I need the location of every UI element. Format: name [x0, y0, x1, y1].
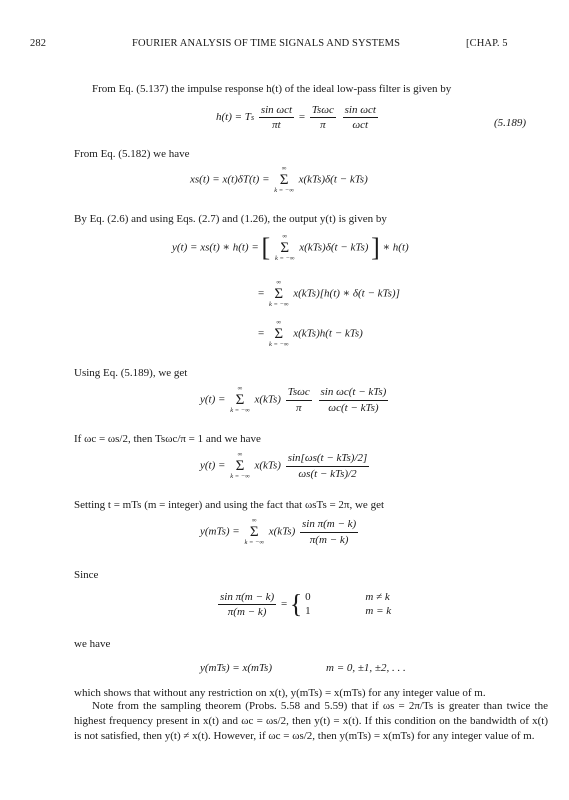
sum-lower-limit: k = −∞: [268, 300, 289, 308]
equals-sign: =: [280, 597, 288, 610]
sigma-symbol: Σ: [235, 391, 245, 408]
running-title: FOURIER ANALYSIS OF TIME SIGNALS AND SYSTEMS: [132, 38, 401, 49]
eq-y6-den: π(m − k): [309, 533, 349, 546]
eq-final-lhs: y(mTs) = x(mTs): [200, 662, 273, 674]
eq-h-frac2: [310, 104, 336, 131]
eq-y4-den2: ωc(t − kTs): [328, 401, 379, 414]
case-conditions: [365, 590, 391, 619]
equation-y-line3: [258, 320, 363, 348]
eq-h-lhs: h(t) = T: [216, 111, 251, 124]
equation-final-range: m = 0, ±1, ±2, . . .: [326, 662, 406, 674]
eq-cases-den: π(m − k): [227, 605, 267, 618]
summation-y4: [230, 386, 250, 414]
sum-lower-limit: k = −∞: [268, 340, 289, 348]
eq-cases-num: sin π(m − k): [218, 591, 276, 605]
sigma-symbol: Σ: [280, 239, 290, 256]
paragraph-6: Setting t = mTs (m = integer) and using the fact that ωsTs = 2π, we get: [74, 499, 385, 511]
equation-5-189: h(t) = Ts $\frac{\text{sin ωct}}{\pi t}$ = $\frac{\text{Tsωc}}{\pi}$ $\frac{\text{sin ωct}}{\text{ωct}}$: [216, 104, 376, 132]
sigma-symbol: Σ: [235, 457, 245, 474]
paragraph-1: From Eq. (5.137) the impulse response h(t) of the ideal low-pass filter is given by: [92, 83, 452, 95]
eq-y6-frac: [300, 518, 358, 545]
eq-h-den2: π: [320, 119, 326, 132]
case-values: [305, 590, 311, 619]
eq-y4-mid: x(kTs): [254, 393, 281, 406]
eq-h-den3: ωct: [352, 119, 369, 132]
right-bracket: ]: [371, 233, 380, 262]
case-condition-1: m ≠ k: [365, 591, 390, 603]
left-brace: {: [289, 589, 303, 619]
eq-h-equals: =: [298, 111, 306, 124]
eq-y4-lhs: y(t) =: [200, 393, 226, 406]
summation-xs: [274, 166, 294, 194]
eq-y4-num1: Tsωc: [286, 386, 312, 400]
equation-y-line1: [172, 234, 409, 262]
eq-y1-lhs: y(t) = xs(t) ∗ h(t) =: [172, 241, 259, 254]
eq-y6-mid: x(kTs): [268, 525, 296, 538]
equation-y-line4: [200, 386, 390, 414]
eq-xs-rhs: x(kTs)δ(t − kTs): [298, 173, 368, 186]
eq-cases-frac: [218, 591, 276, 618]
sum-lower-limit: k = −∞: [244, 538, 265, 546]
equation-y-line2: [258, 280, 400, 308]
eq-y4-frac1: [286, 386, 312, 413]
sum-upper-limit: ∞: [281, 165, 287, 172]
eq-h-num3: sin ωct: [343, 104, 378, 118]
summation-y6: [244, 518, 264, 546]
summation-y2: [269, 280, 289, 308]
sum-upper-limit: ∞: [282, 233, 288, 240]
sum-lower-limit: k = −∞: [274, 254, 295, 262]
eq-y1-inner: x(kTs)δ(t − kTs): [299, 241, 369, 254]
eq-y2-rhs: x(kTs)[h(t) ∗ δ(t − kTs)]: [293, 287, 400, 300]
sum-upper-limit: ∞: [276, 319, 282, 326]
eq-y5-lhs: y(t) =: [200, 459, 226, 472]
paragraph-3: By Eq. (2.6) and using Eqs. (2.7) and (1.26), the output y(t) is given by: [74, 213, 387, 225]
eq-y4-frac2: [319, 386, 389, 413]
sigma-symbol: Σ: [274, 285, 284, 302]
sigma-symbol: Σ: [249, 523, 259, 540]
eq-y3-rhs: x(kTs)h(t − kTs): [293, 327, 363, 340]
eq-y5-den: ωs(t − kTs)/2: [298, 467, 357, 480]
sum-lower-limit: k = −∞: [274, 186, 294, 194]
eq-y5-num: sin[ωs(t − kTs)/2]: [286, 452, 370, 466]
sum-upper-limit: ∞: [251, 517, 257, 524]
equation-xs: [190, 166, 368, 194]
equals-sign: =: [258, 287, 265, 300]
equation-cases: [216, 590, 391, 619]
equation-y-line5: [200, 452, 371, 480]
sigma-symbol: Σ: [274, 325, 284, 342]
case-value-1: 0: [305, 591, 311, 603]
summation-y3: [269, 320, 289, 348]
page-number: 282: [30, 38, 47, 49]
paragraph-10: Note from the sampling theorem (Probs. 5.58 and 5.59) that if ωs = 2π/Ts is greater than twice the highest frequency present in x(t) and ωc = ωs/2, then y(t) = x(t). If this condition on the bandwidth of x(t) is not satisfied, then y(t) ≠ x(t). However, if ωc = ωs/2, then y(mTs) = x(mTs) for any integer value of m.: [74, 700, 548, 742]
paragraph-8: we have: [74, 638, 111, 650]
paragraph-2: From Eq. (5.182) we have: [74, 148, 190, 160]
eq-h-den1: πt: [272, 119, 281, 132]
summation-y5: [230, 452, 250, 480]
case-value-2: 1: [305, 605, 311, 618]
eq-y4-num2: sin ωc(t − kTs): [319, 386, 389, 400]
sum-upper-limit: ∞: [276, 279, 282, 286]
summation-y1: [275, 234, 295, 262]
equation-number-5-189: (5.189): [494, 117, 527, 129]
sum-upper-limit: ∞: [237, 385, 243, 392]
eq-y5-frac: [286, 452, 370, 479]
sum-lower-limit: k = −∞: [230, 406, 250, 414]
paragraph-9: which shows that without any restriction on x(t), y(mTs) = x(mTs) for any integer value of m.: [74, 687, 486, 699]
case-condition-2: m = k: [365, 605, 392, 618]
eq-xs-lhs: xs(t) = x(t)δT(t) =: [190, 173, 270, 186]
eq-y1-tail: ∗ h(t): [382, 241, 409, 254]
eq-y6-lhs: y(mTs) =: [200, 525, 240, 538]
eq-y6-num: sin π(m − k): [300, 518, 358, 532]
equation-final: [200, 662, 272, 674]
paragraph-5: If ωc = ωs/2, then Tsωc/π = 1 and we have: [74, 433, 261, 445]
sigma-symbol: Σ: [279, 171, 289, 188]
sum-lower-limit: k = −∞: [230, 472, 250, 480]
eq-h-frac1: [259, 104, 294, 131]
paragraph-7: Since: [74, 569, 99, 581]
paragraph-4: Using Eq. (5.189), we get: [74, 367, 188, 379]
equals-sign: =: [258, 327, 265, 340]
sum-upper-limit: ∞: [237, 451, 243, 458]
eq-y5-mid: x(kTs): [254, 459, 281, 472]
eq-h-frac3: [343, 104, 378, 131]
left-bracket: [: [261, 233, 271, 262]
eq-y4-den1: π: [295, 401, 302, 414]
chapter-label: [CHAP. 5: [466, 38, 508, 49]
eq-h-num2: Tsωc: [310, 104, 336, 118]
eq-h-num1: sin ωct: [259, 104, 294, 118]
equation-y-mts: [200, 518, 360, 546]
